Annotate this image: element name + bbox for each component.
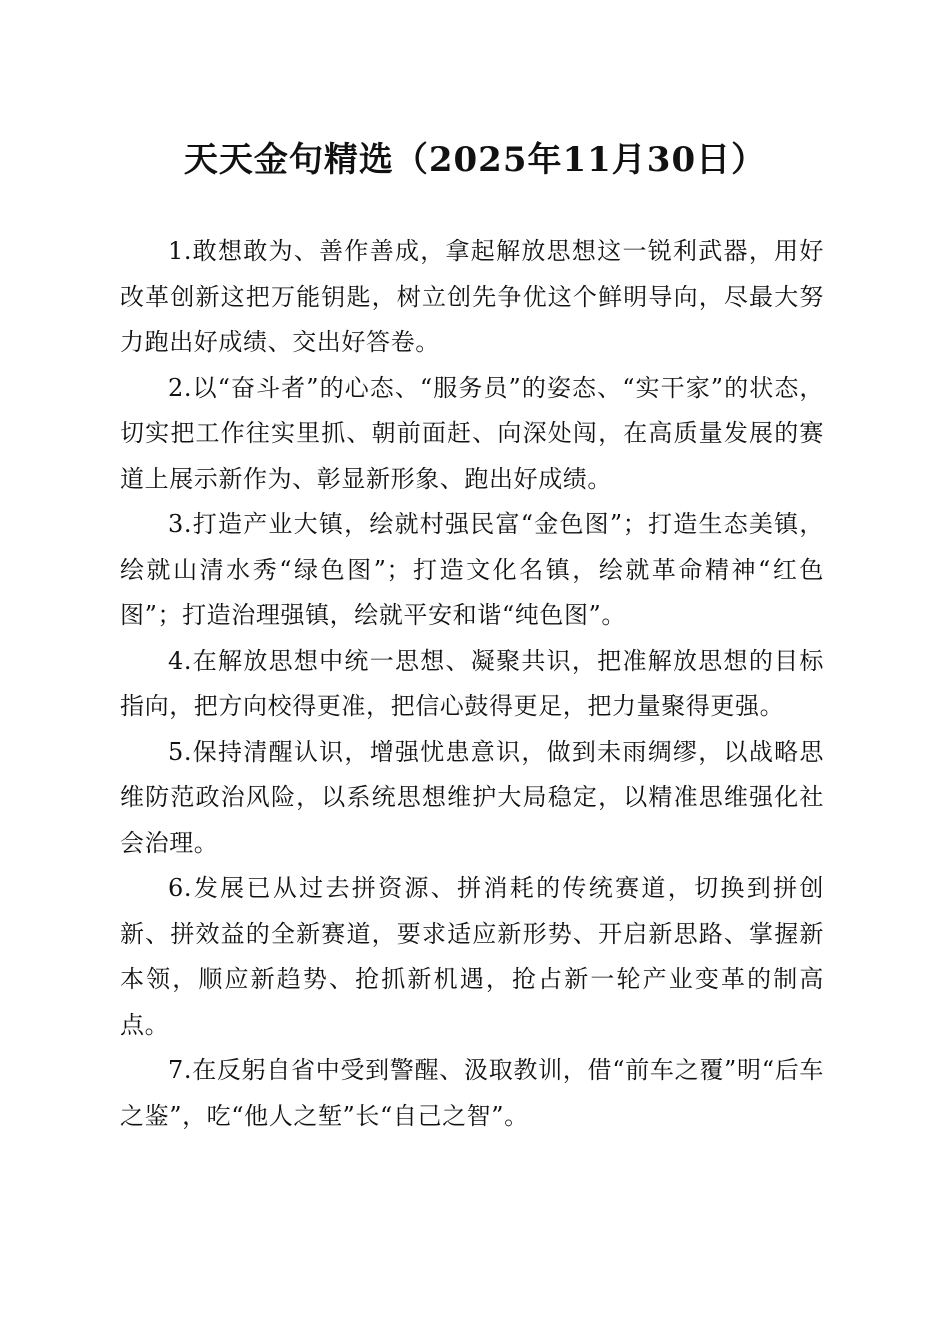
quote-paragraph-7: 7.在反躬自省中受到警醒、汲取教训，借“前车之覆”明“后车之鉴”，吃“他人之堑”长“自己之智”。 [120, 1056, 824, 1130]
quote-paragraph-3: 3.打造产业大镇，绘就村强民富“金色图”；打造生态美镇，绘就山清水秀“绿色图”；打造文化名镇，绘就革命精神“红色图”；打造治理强镇，绘就平安和谐“纯色图”。 [120, 510, 824, 629]
quote-paragraph-1: 1.敢想敢为、善作善成，拿起解放思想这一锐利武器，用好改革创新这把万能钥匙，树立创先争优这个鲜明导向，尽最大努力跑出好成绩、交出好答卷。 [120, 237, 824, 356]
quote-paragraph-6: 6.发展已从过去拼资源、拼消耗的传统赛道，切换到拼创新、拼效益的全新赛道，要求适应新形势、开启新思路、掌握新本领，顺应新趋势、抢抓新机遇，抢占新一轮产业变革的制高点。 [120, 874, 824, 1039]
quote-paragraph-5: 5.保持清醒认识，增强忧患意识，做到未雨绸缪，以战略思维防范政治风险，以系统思想维护大局稳定，以精准思维强化社会治理。 [120, 737, 824, 857]
document-body [120, 229, 824, 1139]
document-title: 天天金句精选（2025年11月30日） [183, 140, 767, 180]
quote-paragraph-2: 2.以“奋斗者”的心态、“服务员”的姿态、“实干家”的状态，切实把工作往实里抓、朝前面赶、向深处闯，在高质量发展的赛道上展示新作为、彰显新形象、跑出好成绩。 [120, 373, 824, 493]
quote-paragraph-4: 4.在解放思想中统一思想、凝聚共识，把准解放思想的目标指向，把方向校得更准，把信心鼓得更足，把力量聚得更强。 [120, 646, 824, 720]
